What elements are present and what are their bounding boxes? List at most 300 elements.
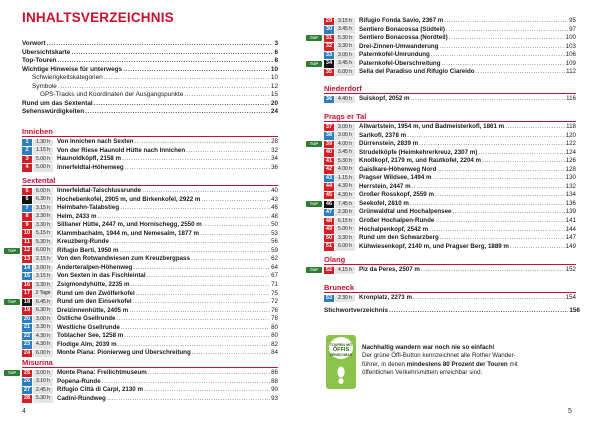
- tour-entry[interactable]: [22, 281, 278, 290]
- tour-name: Haunoldköpfl, 2158 m: [57, 155, 121, 163]
- dot-leader: [85, 108, 270, 117]
- tour-entry[interactable]: [22, 238, 278, 247]
- tour-entry[interactable]: [22, 307, 278, 316]
- tour-name: Östliche Gsellrunde: [57, 315, 116, 323]
- tour-entry[interactable]: [22, 341, 278, 350]
- tour-duration: 6.45 h: [33, 299, 53, 306]
- top-badge: TOP: [306, 201, 322, 207]
- tour-number: 29: [325, 17, 333, 24]
- tour-duration: 2.15 h: [33, 256, 53, 263]
- toc-entry[interactable]: [22, 40, 278, 49]
- dot-leader: [110, 238, 270, 247]
- toc-text: Schwierigkeitskategorien: [32, 74, 103, 82]
- tour-entry[interactable]: [324, 123, 576, 132]
- tour-entry[interactable]: [324, 132, 576, 141]
- top-badge: TOP: [4, 299, 20, 305]
- tour-entry[interactable]: [22, 264, 278, 273]
- tour-page: 93: [271, 394, 278, 402]
- dot-leader: [421, 266, 565, 275]
- tour-entry[interactable]: [22, 290, 278, 299]
- tour-number: 35: [325, 68, 333, 75]
- tour-duration: 2.30 h: [335, 295, 355, 302]
- tour-entry[interactable]: [22, 332, 278, 341]
- tour-number: 8: [22, 213, 32, 220]
- tour-name: Monte Piana: Freilichtmuseum: [57, 369, 147, 376]
- tour-entry[interactable]: [324, 174, 576, 183]
- tour-page: 103: [565, 42, 576, 50]
- tour-name: Rifugio Città di Carpi, 2130 m: [57, 386, 143, 394]
- tour-entry[interactable]: [324, 183, 576, 192]
- dot-leader: [120, 247, 271, 256]
- dot-leader: [410, 200, 565, 209]
- dot-leader: [412, 183, 565, 192]
- tour-duration: 6.30 h: [33, 196, 53, 203]
- tour-entry[interactable]: [7, 246, 278, 256]
- tour-entry[interactable]: [324, 208, 576, 217]
- tour-page: 109: [565, 59, 576, 67]
- tour-name: Paternkofel-Umrundung: [359, 51, 430, 59]
- tour-page: 82: [271, 340, 278, 348]
- tour-duration: 6.00 h: [33, 350, 53, 357]
- toc-text: Rund um das Sextental: [22, 99, 93, 107]
- tour-entry[interactable]: [22, 349, 278, 358]
- toc-text: Sehenswürdigkeiten: [22, 108, 85, 116]
- tour-name: Sentiero Bonacossa (Südteil): [359, 25, 445, 33]
- dot-leader: [446, 26, 568, 35]
- tour-number: 22: [23, 332, 31, 339]
- tour-entry[interactable]: [324, 294, 576, 303]
- tour-name: Helmbahn-Talabstieg: [57, 204, 120, 212]
- tour-number: 31: [325, 34, 333, 41]
- tour-page: 95: [569, 17, 576, 24]
- tour-number: 11: [22, 239, 32, 246]
- tour-page: 48: [271, 212, 278, 220]
- tour-entry[interactable]: [324, 226, 576, 235]
- tour-duration: 5.30 h: [33, 239, 53, 246]
- tour-number: 42: [325, 166, 333, 173]
- tour-entry[interactable]: [324, 191, 576, 200]
- top-badge: TOP: [306, 35, 322, 41]
- tour-page: 71: [271, 281, 278, 289]
- tour-page: 78: [271, 315, 278, 323]
- dot-leader: [121, 324, 270, 333]
- tour-duration: 5.30 h: [33, 395, 53, 402]
- tour-number: 47: [325, 209, 333, 216]
- page-number: 4: [22, 408, 26, 415]
- tour-entry[interactable]: [22, 255, 278, 264]
- tour-name: Helm, 2433 m: [57, 212, 97, 220]
- tour-entry[interactable]: [309, 266, 576, 275]
- toc-page: 156: [569, 307, 580, 314]
- dot-leader: [184, 91, 270, 100]
- tour-page: 56: [271, 238, 278, 246]
- dot-leader: [129, 307, 270, 316]
- region-title: Innichen: [22, 127, 278, 137]
- tour-number: 40: [325, 149, 333, 156]
- tour-entry[interactable]: [22, 187, 278, 196]
- tour-name: Rifugio Berti, 1950 m: [57, 246, 119, 254]
- dot-leader: [136, 290, 270, 299]
- dot-leader: [191, 255, 270, 264]
- page-number: 5: [568, 408, 572, 415]
- dot-leader: [131, 281, 271, 290]
- tour-number: 19: [23, 307, 31, 314]
- tour-number: 39: [325, 140, 333, 147]
- tour-duration: 3.15 h: [335, 18, 355, 25]
- tour-duration: 3.30 h: [335, 43, 355, 50]
- tour-entry[interactable]: [22, 324, 278, 333]
- footprint-icon: [335, 365, 347, 385]
- tour-duration: 5.00 h: [335, 226, 355, 233]
- tour-number: 4: [22, 164, 32, 171]
- dot-leader: [429, 226, 565, 235]
- region-sextental: [7, 176, 278, 358]
- tour-number: 6: [22, 196, 32, 203]
- tour-duration: 4.00 h: [335, 166, 355, 173]
- tour-page: 34: [271, 155, 278, 163]
- tour-entry[interactable]: [324, 149, 576, 158]
- tour-entry[interactable]: [324, 166, 576, 175]
- tour-page: 120: [565, 131, 576, 139]
- tour-name: Rund um den Einserkofel: [57, 298, 132, 306]
- tour-name: Anderteralpen-Höhenweg: [57, 263, 133, 271]
- toc-text: Übersichtskarte: [22, 48, 71, 56]
- dot-leader: [444, 17, 568, 26]
- region-title: Olang: [324, 255, 576, 265]
- tour-duration: 6.30 h: [33, 307, 53, 314]
- tour-entry[interactable]: [324, 95, 576, 104]
- oeffi-badge: [326, 335, 356, 389]
- tour-entry[interactable]: [22, 221, 278, 230]
- tour-page: 100: [565, 34, 576, 42]
- tour-page: 128: [565, 165, 576, 173]
- top-badge: TOP: [4, 370, 20, 376]
- tour-name: Innerfeldtal-Talschlussrunde: [57, 187, 142, 194]
- tour-name: Hochalpenkopf, 2542 m: [359, 225, 429, 233]
- toc-page: 20: [270, 99, 278, 107]
- dot-leader: [431, 51, 565, 60]
- dot-leader: [482, 157, 565, 166]
- region-misurina-cont: [309, 17, 576, 77]
- tour-page: 97: [569, 25, 576, 33]
- dot-leader: [413, 294, 565, 303]
- tour-duration: 1.30 h: [33, 139, 53, 146]
- dot-leader: [144, 386, 270, 395]
- dot-leader: [148, 369, 270, 378]
- tour-entry[interactable]: [22, 315, 278, 324]
- tour-entry[interactable]: [22, 138, 278, 147]
- dot-leader: [439, 43, 564, 52]
- tour-number: 27: [23, 386, 31, 393]
- toc-entry[interactable]: [22, 57, 278, 66]
- region-title: Niederdorf: [324, 84, 576, 94]
- tour-entry[interactable]: [22, 204, 278, 213]
- tour-duration: 3.30 h: [33, 222, 53, 229]
- tour-duration: 5.30 h: [335, 35, 355, 42]
- dot-leader: [389, 307, 568, 316]
- toc-entry[interactable]: [22, 91, 278, 100]
- tour-entry[interactable]: [22, 272, 278, 281]
- tour-number: 49: [325, 226, 333, 233]
- tour-duration: 3.45 h: [335, 60, 355, 67]
- tour-number: 15: [23, 273, 31, 280]
- tour-name: Von der Riese Haunold Hütte nach Innichen: [57, 146, 186, 154]
- tour-number: 10: [23, 230, 31, 237]
- top-badge: TOP: [306, 61, 322, 67]
- tour-page: 32: [271, 146, 278, 154]
- tour-name: Zsigmondyhütte, 2235 m: [57, 281, 130, 289]
- dot-leader: [125, 164, 270, 173]
- tour-entry[interactable]: [324, 51, 576, 60]
- tour-page: 122: [565, 140, 576, 148]
- dot-leader: [440, 234, 565, 243]
- tour-page: 147: [565, 234, 576, 242]
- dot-leader: [452, 208, 564, 217]
- tour-name: Klammbachalm, 1944 m, und Nemesalm, 1877 m: [57, 229, 200, 237]
- tour-name: Von Sexten in das Fischleintal: [57, 272, 146, 280]
- tour-entry[interactable]: [324, 157, 576, 166]
- tour-page: 136: [565, 199, 576, 207]
- tour-entry[interactable]: [309, 140, 576, 149]
- tour-duration: 4.00 h: [335, 141, 355, 148]
- tour-entry[interactable]: [309, 59, 576, 69]
- tour-name: Strudelköpfe (Heimkehrerkreuz, 2307 m): [359, 148, 478, 156]
- region-title: Sextental: [22, 176, 278, 186]
- tour-number: 23: [23, 341, 31, 348]
- tour-duration: 3.45 h: [335, 149, 355, 156]
- tour-duration: 2.45 h: [33, 387, 53, 394]
- tour-name: Herrstein, 2447 m: [359, 182, 411, 190]
- toc-entry[interactable]: [22, 66, 278, 75]
- tour-entry[interactable]: [7, 298, 278, 307]
- tour-number: 2: [22, 147, 32, 154]
- tour-duration: 3.00 h: [335, 52, 355, 59]
- front-matter-list: [22, 40, 278, 117]
- toc-entry[interactable]: [22, 83, 278, 92]
- tour-name: Rifugio Fonda Savio, 2367 m: [359, 17, 444, 24]
- tour-name: Sillianer Hütte, 2447 m, und Hornischegg, 2550 m: [57, 221, 202, 229]
- tour-number: 53: [325, 294, 333, 301]
- tour-number: 16: [23, 281, 31, 288]
- tour-duration: 4.15 h: [335, 267, 355, 274]
- badge-line1: TOUREN MIT: [329, 343, 353, 347]
- tour-duration: 4.30 h: [33, 341, 53, 348]
- tour-number: 7: [22, 205, 32, 212]
- toc-page: 8: [274, 57, 278, 65]
- tour-page: 149: [565, 242, 576, 250]
- tour-name: Piz da Peres, 2507 m: [359, 266, 420, 273]
- dot-leader: [98, 213, 271, 222]
- tour-number: 9: [22, 222, 32, 229]
- tour-duration: 6.00 h: [335, 69, 355, 76]
- toc-entry[interactable]: [22, 74, 278, 83]
- toc-page: 15: [270, 91, 278, 99]
- tour-number: 50: [325, 234, 333, 241]
- tour-number: 32: [325, 43, 333, 50]
- tour-number: 12: [23, 247, 31, 254]
- dot-leader: [102, 378, 270, 387]
- tour-duration: 2 Tage: [33, 290, 53, 297]
- tour-entry[interactable]: [22, 386, 278, 395]
- dot-leader: [201, 196, 270, 205]
- tour-duration: 4.30 h: [335, 192, 355, 199]
- tour-entry[interactable]: [324, 217, 576, 226]
- tour-page: 40: [271, 187, 278, 194]
- tour-duration: 6.15 h: [335, 218, 355, 225]
- tour-number: 51: [325, 243, 333, 250]
- tour-name: Flodige Alm, 2039 m: [57, 340, 117, 348]
- dot-leader: [449, 34, 565, 43]
- tour-duration: 3.30 h: [33, 213, 53, 220]
- tour-name: Gaislkare-Höhenweg Nord: [359, 165, 437, 173]
- tour-name: Rund um den Schwarzberg: [359, 234, 439, 242]
- tour-name: Popena-Runde: [57, 377, 101, 385]
- tour-name: Allwartstein, 1954 m, und Badmeisterkofl, 1861 m: [359, 123, 505, 130]
- tour-entry[interactable]: [324, 234, 576, 243]
- dot-leader: [122, 155, 270, 164]
- note-line2a: führer, in denen: [362, 360, 407, 368]
- dot-leader: [58, 83, 270, 92]
- tour-duration: 3.00 h: [33, 316, 53, 323]
- tour-number: 46: [325, 200, 333, 207]
- tour-duration: 1.15 h: [335, 175, 355, 182]
- tour-name: Monte Piana: Pionierweg und Überschreitung: [57, 349, 191, 357]
- tour-page: 75: [271, 289, 278, 297]
- toc-entry[interactable]: [22, 108, 278, 117]
- tour-entry[interactable]: [309, 199, 576, 209]
- tour-entry[interactable]: [324, 243, 576, 252]
- dot-leader: [419, 140, 565, 149]
- dot-leader: [186, 147, 270, 156]
- dot-leader: [192, 349, 270, 358]
- stichwort-entry[interactable]: [324, 307, 580, 316]
- toc-text: Symbole: [32, 82, 57, 90]
- sustainability-note: [362, 344, 584, 377]
- tour-page: 72: [271, 298, 278, 306]
- tour-duration: 6.00 h: [335, 243, 355, 250]
- tour-page: 126: [565, 157, 576, 165]
- dot-leader: [505, 123, 565, 132]
- tour-entry[interactable]: [22, 230, 278, 239]
- tour-number: 37: [325, 123, 333, 130]
- tour-entry[interactable]: [7, 369, 278, 378]
- tour-name: Großer Rosskopf, 2559 m: [359, 191, 434, 199]
- tour-number: 52: [325, 266, 333, 273]
- tour-duration: 3.00 h: [33, 265, 53, 272]
- tour-number: 48: [325, 217, 333, 224]
- dot-leader: [71, 49, 273, 58]
- toc-page: 3: [274, 40, 278, 47]
- tour-name: Innerfeldtal-Höhenweg: [57, 163, 124, 171]
- dot-leader: [58, 57, 274, 66]
- tour-duration: 3.30 h: [33, 324, 53, 331]
- tour-number: 41: [325, 157, 333, 164]
- tour-duration: 6.00 h: [33, 188, 53, 195]
- tour-entry[interactable]: [22, 196, 278, 205]
- tour-duration: 3.00 h: [335, 124, 355, 131]
- dot-leader: [442, 60, 565, 69]
- toc-text: Wichtige Hinweise für unterwegs: [22, 65, 123, 73]
- tour-page: 50: [271, 221, 278, 229]
- tour-page: 76: [271, 306, 278, 314]
- tour-duration: 5.15 h: [33, 230, 53, 237]
- toc-text: Vorwort: [22, 40, 46, 47]
- note-line1: Der grüne Öffi-Button kennzeichnet alle Rother Wander-: [362, 352, 516, 360]
- tour-number: 17: [23, 290, 31, 297]
- note-line2b: mindestens 80 Prozent der Touren: [406, 360, 508, 368]
- dot-leader: [107, 395, 270, 404]
- toc-page: 24: [270, 108, 278, 116]
- tour-page: 53: [271, 229, 278, 237]
- tour-name: Pragser Wildsee, 1494 m: [359, 174, 432, 182]
- tour-name: Kreuzberg-Runde: [57, 238, 109, 246]
- tour-number: 34: [325, 60, 333, 67]
- tour-duration: 4.30 h: [33, 333, 53, 340]
- tour-page: 88: [271, 377, 278, 385]
- tour-name: Hochebenkofel, 2905 m, und Birkenkofel, 2922 m: [57, 195, 201, 203]
- tour-name: Rund um den Zwölferkofel: [57, 289, 135, 297]
- top-badge: TOP: [306, 141, 322, 147]
- tour-name: Suiskopf, 2052 m: [359, 95, 410, 102]
- tour-number: 25: [23, 369, 31, 376]
- tour-page: 124: [565, 148, 576, 156]
- tour-entry[interactable]: [324, 68, 576, 77]
- tour-number: 24: [23, 349, 31, 356]
- tour-name: Seekofel, 2810 m: [359, 199, 409, 207]
- dot-leader: [407, 132, 565, 141]
- tour-number: 28: [23, 395, 31, 402]
- page-title: INHALTSVERZEICHNIS: [22, 10, 174, 25]
- dot-leader: [510, 243, 565, 252]
- tour-entry[interactable]: [324, 17, 576, 26]
- tour-duration: 5.00 h: [33, 156, 53, 163]
- tour-number: 43: [325, 174, 333, 181]
- tour-page: 43: [271, 195, 278, 203]
- tour-entry[interactable]: [22, 155, 278, 164]
- tour-duration: 7.45 h: [335, 201, 355, 208]
- dot-leader: [200, 230, 270, 239]
- tour-entry[interactable]: [22, 378, 278, 387]
- tour-duration: 6.00 h: [33, 247, 53, 254]
- tour-page: 112: [566, 68, 576, 76]
- tour-duration: 4.40 h: [335, 96, 355, 103]
- tour-page: 132: [565, 182, 576, 190]
- note-line2c: mit: [507, 360, 518, 368]
- toc-entry[interactable]: [22, 100, 278, 109]
- tour-duration: 4.30 h: [335, 183, 355, 190]
- tour-page: 144: [565, 225, 576, 233]
- toc-entry[interactable]: [22, 49, 278, 58]
- tour-entry[interactable]: [22, 213, 278, 222]
- tour-name: Grünwaldtal und Hochalpensee: [359, 208, 452, 216]
- tour-entry[interactable]: [324, 43, 576, 52]
- tour-page: 116: [566, 95, 576, 102]
- tour-entry[interactable]: [22, 147, 278, 156]
- region-title: Misurina: [22, 358, 278, 368]
- tour-number: 21: [23, 324, 31, 331]
- dot-leader: [47, 40, 274, 49]
- tour-entry[interactable]: [22, 164, 278, 173]
- tour-page: 134: [565, 191, 576, 199]
- region-misurina: [7, 358, 278, 403]
- tour-duration: 3.00 h: [33, 370, 53, 377]
- toc-text: GPS-Tracks und Koordinaten der Ausgangspunkte: [40, 91, 184, 99]
- tour-entry[interactable]: [324, 26, 576, 35]
- tour-entry[interactable]: [309, 34, 576, 43]
- tour-entry[interactable]: [22, 395, 278, 404]
- dot-leader: [435, 217, 564, 226]
- dot-leader: [123, 66, 270, 75]
